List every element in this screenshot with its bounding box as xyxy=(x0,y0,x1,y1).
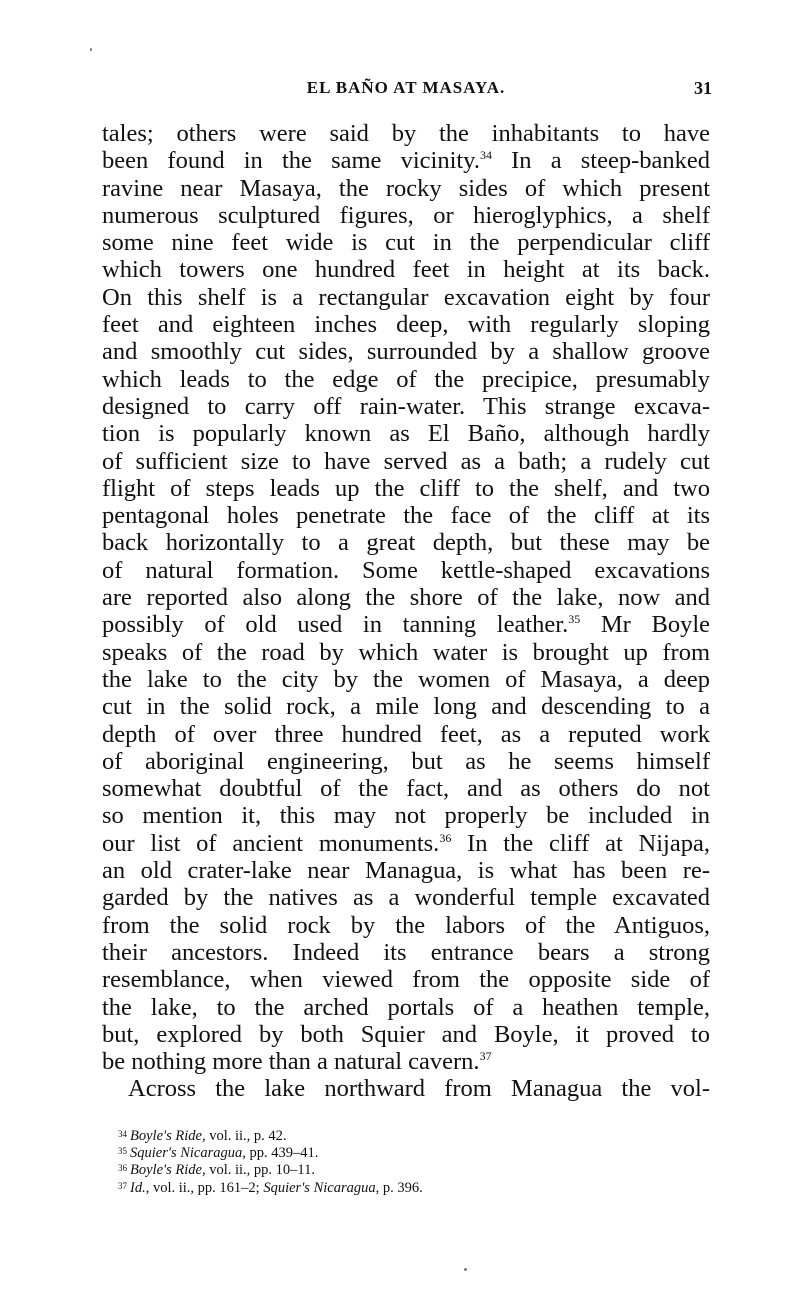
source-title: Id. xyxy=(130,1179,146,1196)
text-line: of sufficient size to have served as a bath; a rudely cut xyxy=(102,447,710,475)
text-line: feet and eighteen inches deep, with regularly sloping xyxy=(102,311,710,339)
text-line: depth of over three hundred feet, as a reputed work xyxy=(102,720,710,748)
running-title: EL BAÑO AT MASAYA. xyxy=(306,78,506,97)
footnote-number: 35 xyxy=(118,1146,127,1157)
text-line: tion is popularly known as El Baño, although hardly xyxy=(102,420,710,448)
footnote-number: 36 xyxy=(118,1163,127,1174)
source-title: Boyle's Ride xyxy=(130,1128,202,1144)
text-line: their ancestors. Indeed its entrance bears a strong xyxy=(102,938,710,966)
text-line: numerous sculptured figures, or hieroglyphics, a shelf xyxy=(102,201,710,229)
running-head xyxy=(100,78,712,102)
page-number: 31 xyxy=(694,78,712,98)
text-line: flight of steps leads up the cliff to the shelf, and two xyxy=(102,474,710,502)
text-line: so mention it, this may not properly be included in xyxy=(102,802,710,830)
text-line: On this shelf is a rectangular excavation eight by four xyxy=(102,283,710,311)
footnote-number: 37 xyxy=(118,1180,127,1191)
footnote-ref: 36 xyxy=(439,830,452,845)
text-line: which leads to the edge of the precipice, presumably xyxy=(102,365,710,393)
footnote-ref: 34 xyxy=(479,148,492,163)
text-line: tales; others were said by the inhabitants to have xyxy=(102,120,710,147)
text-line: Across the lake northward from Managua the vol- xyxy=(128,1075,710,1103)
text-line: back horizontally to a great depth, but these may be xyxy=(102,529,710,557)
text-line: some nine feet wide is cut in the perpendicular cliff xyxy=(102,229,710,257)
footnote: $^{35}$ Squier's Nicaragua, pp. 439–41. xyxy=(118,1145,319,1162)
print-speck xyxy=(90,48,92,51)
source-title: Squier's Nicaragua xyxy=(130,1145,243,1162)
text-line: an old crater-lake near Managua, is what has been re- xyxy=(102,857,710,885)
source-title: Boyle's Ride xyxy=(130,1162,202,1179)
text-line: from the solid rock by the labors of the Antiguos, xyxy=(102,911,710,939)
text-line: and smoothly cut sides, surrounded by a shallow groove xyxy=(102,338,710,366)
text-line: of aboriginal engineering, but as he seems himself xyxy=(102,747,710,775)
text-line: ravine near Masaya, the rocky sides of which present xyxy=(102,174,710,202)
text-line: but, explored by both Squier and Boyle, it proved to xyxy=(102,1020,710,1048)
footnote-number: 34 xyxy=(118,1129,127,1139)
text-line: speaks of the road by which water is brought up from xyxy=(102,638,710,666)
source-title: Squier's Nicaragua xyxy=(263,1179,376,1196)
text-line: cut in the solid rock, a mile long and descending to a xyxy=(102,693,710,721)
footnote-ref: 37 xyxy=(479,1049,492,1064)
text-line: the lake, to the arched portals of a heathen temple, xyxy=(102,993,710,1021)
footnotes xyxy=(118,1128,718,1197)
text-line: the lake to the city by the women of Masaya, a deep xyxy=(102,665,710,693)
footnote-ref: 35 xyxy=(568,612,581,627)
text-line: been found in the same vicinity.$^{34}$ In a steep-banked xyxy=(102,147,711,175)
print-speck xyxy=(464,1268,467,1271)
footnote: $^{37}$ Id., vol. ii., pp. 161–2; Squier's Nicaragua, p. 396. xyxy=(118,1179,423,1196)
text-line: possibly of old used in tanning leather.$^{35}$ Mr Boyle xyxy=(102,611,710,639)
body-text xyxy=(102,120,710,1103)
footnote: $^{34}$ Boyle's Ride, vol. ii., p. 42. xyxy=(118,1128,287,1144)
text-line: which towers one hundred feet in height at its back. xyxy=(102,256,710,284)
text-line: our list of ancient monuments.$^{36}$ In the cliff at Nijapa, xyxy=(102,829,710,857)
text-line: be nothing more than a natural cavern.$^{37}$ xyxy=(102,1048,492,1076)
text-line: resemblance, when viewed from the opposite side of xyxy=(102,966,710,994)
footnote: $^{36}$ Boyle's Ride, vol. ii., pp. 10–11. xyxy=(118,1162,316,1179)
text-line: of natural formation. Some kettle-shaped excavations xyxy=(102,556,710,584)
text-line: somewhat doubtful of the fact, and as others do not xyxy=(102,775,710,803)
text-line: designed to carry off rain-water. This strange excava- xyxy=(102,392,710,420)
text-line: pentagonal holes penetrate the face of the cliff at its xyxy=(102,502,710,530)
text-line: are reported also along the shore of the lake, now and xyxy=(102,584,710,612)
text-line: garded by the natives as a wonderful temple excavated xyxy=(102,884,710,912)
